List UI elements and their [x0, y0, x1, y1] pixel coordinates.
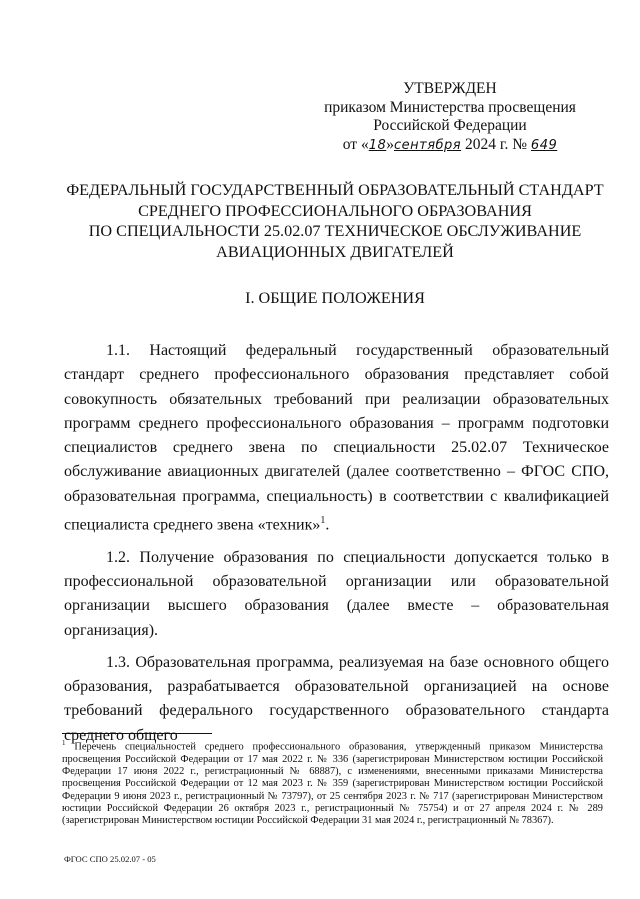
date-month-handwritten: сентября: [394, 137, 462, 153]
date-month-sep: »: [386, 135, 394, 153]
order-number-handwritten: 649: [530, 137, 558, 153]
paragraph-1-2: 1.2. Получение образования по специальности допускается только в профессиональной образовательной организации или образовательной организации высшего образования (далее вместе – образовательная организация).: [64, 548, 609, 639]
footnote-divider: [62, 733, 212, 734]
footnote: [62, 737, 603, 828]
paragraph-1-3: 1.3. Образовательная программа, реализуемая на базе основного общего образования, разрабатывается образовательной организацией на основе требований федерального государственного образовательного стандарта среднего общего: [64, 653, 609, 744]
footnote-ref[interactable]: 1: [320, 515, 326, 527]
paragraph-1-1: [64, 339, 609, 538]
document-title: [60, 180, 610, 262]
approval-heading: УТВЕРЖДЕН: [403, 80, 497, 97]
title-line-1: ФЕДЕРАЛЬНЫЙ ГОСУДАРСТВЕННЫЙ ОБРАЗОВАТЕЛЬНЫЙ СТАНДАРТ: [66, 181, 604, 199]
paragraph-1-1-end: .: [325, 516, 330, 534]
footnote-text: Перечень специальностей среднего профессионального образования, утвержденный приказом Министерства просвещения Российской Федерации от 17 мая 2022 г. № 336 (зарегистрирован Министерством юстиции Российской Федерации 17 июня 2022 г., регистрационный № 68887), с изменениями, внесенными приказами Министерства просвещения Российской Федерации от 12 мая 2023 г. № 359 (зарегистрирован Министерством юстиции Российской Федерации 9 июня 2023 г., регистрационный № 73797), от 25 сентября 2023 г. № 717 (зарегистрирован Министерством юстиции Российской Федерации 26 октября 2023 г., регистрационный № 75754) и от 27 апреля 2024 г. № 289 (зарегистрирован Министерством юстиции Российской Федерации 31 мая 2024 г., регистрационный № 78367).: [62, 741, 603, 827]
approval-block: [300, 80, 600, 155]
approval-issuer-country: Российской Федерации: [373, 117, 527, 134]
approval-date-line: [300, 136, 600, 156]
page-footer: ФГОС СПО 25.02.07 - 05: [64, 854, 156, 864]
approval-issuer: приказом Министерства просвещения: [324, 98, 576, 116]
footnote-marker: 1: [62, 739, 66, 747]
date-year: 2024 г. №: [465, 135, 528, 153]
date-prefix: от «: [342, 135, 369, 153]
section-heading: I. ОБЩИЕ ПОЛОЖЕНИЯ: [245, 289, 425, 307]
paragraph-1-1-text: 1.1. Настоящий федеральный государственный образовательный стандарт среднего профессионального образования представляет собой совокупность обязательных требований при реализации образовательных программ среднего профессионального образования – программ подготовки специалистов среднего звена по специальности 25.02.07 Техническое обслуживание авиационных двигателей (далее соответственно – ФГОС СПО, образовательная программа, специальность) в соответствии с квалификацией специалиста среднего звена «техник»: [64, 342, 609, 534]
title-line-3: ПО СПЕЦИАЛЬНОСТИ 25.02.07 ТЕХНИЧЕСКОЕ ОБСЛУЖИВАНИЕ: [88, 222, 582, 240]
document-body: [64, 339, 609, 756]
title-line-2: СРЕДНЕГО ПРОФЕССИОНАЛЬНОГО ОБРАЗОВАНИЯ: [138, 201, 532, 220]
date-day-handwritten: 18: [368, 137, 387, 153]
title-line-4: АВИАЦИОННЫХ ДВИГАТЕЛЕЙ: [216, 242, 454, 261]
